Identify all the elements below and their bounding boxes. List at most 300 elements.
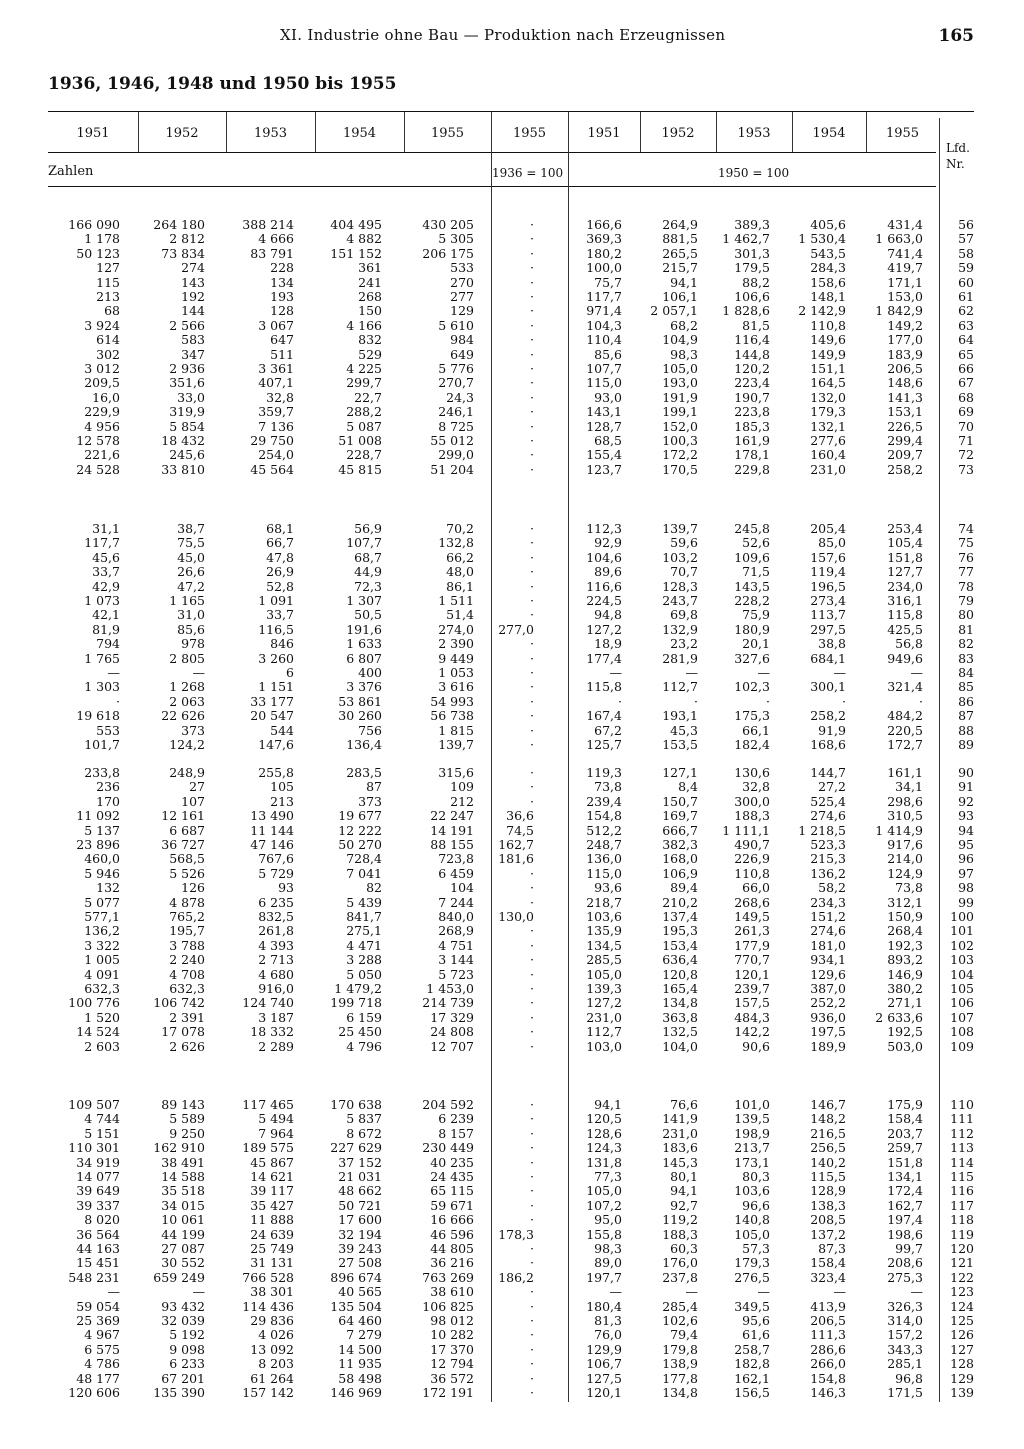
table-cell: 756 — [358, 722, 382, 738]
row-number: 112 — [950, 1125, 974, 1141]
row-number: 93 — [958, 808, 974, 824]
table-cell: 3 924 — [84, 317, 120, 333]
table-row — [0, 780, 1024, 794]
table-cell: · — [919, 693, 923, 709]
table-cell: 107 — [181, 793, 205, 809]
table-cell: 243,7 — [662, 593, 698, 608]
table-cell: 7 279 — [346, 1327, 382, 1343]
table-cell: 9 098 — [169, 1341, 205, 1357]
table-cell: 158,4 — [810, 1255, 846, 1271]
table-cell: 21 031 — [338, 1169, 382, 1184]
table-cell: 236 — [96, 779, 120, 795]
table-cell: 132 — [96, 880, 120, 896]
table-cell: 351,6 — [169, 375, 205, 391]
table-cell: 231,0 — [586, 1009, 622, 1025]
table-cell: 134,8 — [662, 995, 698, 1011]
table-row — [0, 536, 1024, 550]
table-cell: 191,6 — [346, 621, 382, 637]
table-cell: 2 626 — [169, 1038, 205, 1054]
table-cell: 5 946 — [84, 865, 120, 881]
table-cell: 115,8 — [586, 679, 622, 695]
table-cell: 134,8 — [662, 1385, 698, 1400]
table-cell: 75,9 — [742, 607, 770, 623]
table-row — [0, 838, 1024, 852]
table-cell: 544 — [270, 722, 294, 738]
table-cell: 127,5 — [586, 1370, 622, 1386]
table-cell: 42,9 — [92, 578, 120, 594]
table-cell: 12 578 — [76, 433, 120, 448]
table-cell: 160,4 — [810, 447, 846, 463]
table-cell: 261,3 — [734, 923, 770, 939]
table-cell: 212 — [450, 793, 474, 809]
table-cell: 228 — [270, 260, 294, 276]
table-cell: 1 268 — [169, 679, 205, 695]
table-cell: 215,7 — [662, 260, 698, 276]
table-cell: 208,6 — [887, 1255, 923, 1271]
table-cell: 195,3 — [662, 923, 698, 939]
table-cell: 44 199 — [161, 1226, 205, 1242]
table-cell: 5 494 — [258, 1111, 294, 1127]
table-cell: 369,3 — [586, 231, 622, 247]
table-cell: — — [192, 1284, 205, 1300]
table-cell: 373 — [358, 793, 382, 809]
row-number: 97 — [958, 865, 974, 881]
table-cell: 460,0 — [84, 851, 120, 867]
table-cell: 484,3 — [734, 1009, 770, 1025]
table-cell: 343,3 — [887, 1341, 923, 1357]
table-cell: 239,7 — [734, 981, 770, 996]
table-row — [0, 738, 1024, 752]
table-cell: 48 662 — [338, 1183, 382, 1199]
table-cell: 151 152 — [330, 245, 382, 261]
table-cell: 8 020 — [84, 1212, 120, 1228]
table-cell: 34 015 — [161, 1197, 205, 1213]
table-cell: · — [530, 1125, 534, 1141]
table-cell: 168,6 — [810, 737, 846, 752]
table-cell: 18 332 — [250, 1024, 294, 1040]
table-cell: — — [107, 665, 120, 680]
table-cell: 647 — [270, 332, 294, 348]
table-cell: 99,7 — [895, 1241, 923, 1256]
table-cell: 4 091 — [84, 966, 120, 982]
table-cell: 301,3 — [734, 245, 770, 261]
table-cell: 917,6 — [887, 837, 923, 852]
table-cell: 150,9 — [887, 909, 923, 924]
table-cell: 104,6 — [586, 549, 622, 565]
col-header-1954: 1954 — [342, 126, 377, 141]
table-cell: 5 087 — [346, 418, 382, 434]
table-row — [0, 1228, 1024, 1242]
table-cell: 171,5 — [887, 1385, 923, 1400]
table-cell: 124,3 — [586, 1140, 622, 1156]
table-cell: 85,6 — [177, 621, 205, 637]
table-cell: · — [530, 1241, 534, 1256]
row-number: 94 — [958, 822, 974, 838]
table-cell: 840,0 — [438, 909, 474, 924]
table-cell: 116,5 — [258, 621, 294, 637]
table-cell: 5 137 — [84, 822, 120, 838]
table-cell: 223,8 — [734, 404, 770, 420]
table-cell: 226,9 — [734, 851, 770, 867]
table-cell: 154,8 — [810, 1370, 846, 1386]
table-cell: 277,6 — [810, 433, 846, 448]
table-row — [0, 463, 1024, 477]
table-cell: 7 964 — [258, 1125, 294, 1141]
table-cell: 168,0 — [662, 851, 698, 867]
table-cell: — — [910, 1284, 923, 1300]
table-cell: 135 390 — [153, 1385, 205, 1400]
table-cell: 4 786 — [84, 1356, 120, 1372]
table-row — [0, 247, 1024, 261]
table-cell: 96,6 — [742, 1197, 770, 1213]
table-cell: 127,2 — [586, 621, 622, 637]
table-row — [0, 852, 1024, 866]
table-cell: 684,1 — [810, 650, 846, 666]
table-cell: 543,5 — [810, 245, 846, 261]
table-cell: 96,8 — [895, 1370, 923, 1386]
table-cell: 120,1 — [586, 1385, 622, 1400]
table-cell: 6 239 — [438, 1111, 474, 1127]
table-cell: · — [530, 578, 534, 594]
page-subtitle: 1936, 1946, 1948 und 1950 bis 1955 — [48, 74, 397, 94]
table-cell: 226,5 — [887, 418, 923, 434]
table-cell: · — [694, 693, 698, 709]
table-row — [0, 551, 1024, 565]
table-cell: 179,5 — [734, 260, 770, 276]
table-cell: 89,4 — [670, 880, 698, 896]
table-cell: 61,6 — [742, 1327, 770, 1343]
table-cell: 11 092 — [76, 808, 120, 824]
table-cell: 363,8 — [662, 1009, 698, 1025]
table-cell: 70,7 — [670, 564, 698, 580]
table-cell: 105,0 — [734, 1226, 770, 1242]
table-cell: 614 — [96, 332, 120, 348]
table-cell: 77,3 — [594, 1169, 622, 1184]
table-cell: 9 449 — [438, 650, 474, 666]
table-cell: 6 159 — [346, 1009, 382, 1025]
table-cell: 25 450 — [338, 1024, 382, 1040]
table-cell: 197,4 — [887, 1212, 923, 1228]
table-cell: 115,0 — [586, 865, 622, 881]
table-row — [0, 376, 1024, 390]
table-cell: 36 216 — [430, 1255, 474, 1271]
table-cell: 23 896 — [76, 837, 120, 852]
table-cell: 583 — [181, 332, 205, 348]
table-cell: · — [530, 1038, 534, 1054]
table-cell: 27 508 — [338, 1255, 382, 1271]
table-cell: 148,1 — [810, 289, 846, 304]
table-row — [0, 1098, 1024, 1112]
table-cell: 5 723 — [438, 966, 474, 982]
table-cell: · — [530, 952, 534, 968]
table-cell: 193 — [270, 289, 294, 304]
row-number: 114 — [950, 1154, 974, 1170]
table-cell: 39 649 — [76, 1183, 120, 1199]
table-cell: 93,0 — [594, 389, 622, 405]
table-cell: · — [530, 260, 534, 276]
table-cell: 186,2 — [498, 1269, 534, 1285]
table-cell: 141,9 — [662, 1111, 698, 1127]
table-row — [0, 881, 1024, 895]
row-number: 88 — [958, 722, 974, 738]
table-cell: 234,0 — [887, 578, 923, 594]
table-cell: 103,0 — [586, 1038, 622, 1054]
table-cell: 228,7 — [346, 447, 382, 463]
col-header-1951-index: 1951 — [587, 126, 621, 141]
table-cell: 127,2 — [586, 995, 622, 1011]
table-cell: 195,7 — [169, 923, 205, 939]
table-cell: 112,3 — [586, 521, 622, 536]
table-cell: 425,5 — [887, 621, 923, 637]
table-cell: 101,0 — [734, 1097, 770, 1112]
table-cell: 12 794 — [430, 1356, 474, 1372]
table-cell: 15 451 — [76, 1255, 120, 1271]
row-number: 70 — [958, 418, 974, 434]
table-cell: 5 439 — [346, 894, 382, 910]
table-cell: 104,0 — [662, 1038, 698, 1054]
table-cell: 94,8 — [594, 607, 622, 623]
table-cell: 984 — [450, 332, 474, 348]
table-row — [0, 1170, 1024, 1184]
table-row — [0, 809, 1024, 823]
row-number: 87 — [958, 708, 974, 724]
table-cell: 153,0 — [887, 289, 923, 304]
table-cell: 18,9 — [594, 636, 622, 652]
table-cell: 93 — [278, 880, 294, 896]
table-cell: · — [530, 1313, 534, 1328]
table-row — [0, 867, 1024, 881]
table-cell: 81,9 — [92, 621, 120, 637]
table-cell: 135,9 — [586, 923, 622, 939]
table-cell: 261,8 — [258, 923, 294, 939]
table-cell: 266,0 — [810, 1356, 846, 1372]
table-row — [0, 1271, 1024, 1285]
table-cell: 129 — [450, 303, 474, 319]
table-cell: 38,7 — [177, 521, 205, 536]
table-cell: 73 834 — [161, 245, 205, 261]
table-cell: · — [530, 346, 534, 362]
table-cell: 268,9 — [438, 923, 474, 939]
table-cell: 151,1 — [810, 361, 846, 376]
table-cell: 35 427 — [250, 1197, 294, 1213]
table-cell: 140,8 — [734, 1212, 770, 1228]
table-cell: 229,9 — [84, 404, 120, 420]
table-cell: 6 235 — [258, 894, 294, 910]
table-cell: · — [766, 693, 770, 709]
table-cell: 6 687 — [169, 822, 205, 838]
table-cell: 109 507 — [68, 1097, 120, 1112]
table-cell: 83 791 — [250, 245, 294, 261]
row-number: 120 — [950, 1241, 974, 1256]
table-cell: 74,5 — [506, 822, 534, 838]
table-cell: · — [530, 564, 534, 580]
table-cell: 173,1 — [734, 1154, 770, 1170]
table-cell: 71,5 — [742, 564, 770, 580]
table-cell: 2 391 — [169, 1009, 205, 1025]
table-cell: 31 131 — [250, 1255, 294, 1271]
table-row — [0, 1343, 1024, 1357]
row-number: 125 — [950, 1313, 974, 1328]
table-cell: 2 063 — [169, 693, 205, 709]
table-cell: 110,8 — [810, 317, 846, 333]
table-cell: 206,5 — [887, 361, 923, 376]
table-cell: 132,8 — [438, 535, 474, 551]
table-row — [0, 924, 1024, 938]
table-cell: 203,7 — [887, 1125, 923, 1141]
table-cell: 6 — [286, 665, 294, 680]
table-cell: 132,9 — [662, 621, 698, 637]
table-cell: 20 547 — [250, 708, 294, 724]
table-cell: 91,9 — [818, 722, 846, 738]
table-cell: 56,9 — [354, 521, 382, 536]
row-number: 64 — [958, 332, 974, 348]
table-cell: 61 264 — [250, 1370, 294, 1386]
table-cell: 143,5 — [734, 578, 770, 594]
table-cell: 68,2 — [670, 317, 698, 333]
table-cell: 165,4 — [662, 981, 698, 996]
table-cell: 3 260 — [258, 650, 294, 666]
table-cell: 4 026 — [258, 1327, 294, 1343]
table-cell: 110 301 — [68, 1140, 120, 1156]
table-cell: 24 528 — [76, 461, 120, 477]
col-header-1954-index: 1954 — [812, 126, 846, 141]
table-cell: 361 — [358, 260, 382, 276]
table-cell: 274,6 — [810, 923, 846, 939]
table-cell: 312,1 — [887, 894, 923, 910]
table-cell: · — [530, 1154, 534, 1170]
table-cell: 47,8 — [266, 549, 294, 565]
row-number: 56 — [958, 217, 974, 232]
table-cell: · — [530, 231, 534, 247]
table-cell: 40 565 — [338, 1284, 382, 1300]
row-number: 117 — [950, 1197, 974, 1213]
table-cell: 50 123 — [76, 245, 120, 261]
table-cell: 60,3 — [670, 1241, 698, 1256]
table-cell: 124 740 — [242, 995, 294, 1011]
table-cell: 139,5 — [734, 1111, 770, 1127]
table-cell: 139,3 — [586, 981, 622, 996]
table-cell: 170,5 — [662, 461, 698, 477]
table-cell: 221,6 — [84, 447, 120, 463]
table-cell: 14 588 — [161, 1169, 205, 1184]
table-cell: 150 — [358, 303, 382, 319]
row-number: 76 — [958, 549, 974, 565]
table-cell: · — [530, 375, 534, 391]
table-cell: 95,6 — [742, 1313, 770, 1328]
table-cell: 33,7 — [266, 607, 294, 623]
table-cell: 40 235 — [430, 1154, 474, 1170]
table-cell: 234,3 — [810, 894, 846, 910]
table-cell: · — [530, 1140, 534, 1156]
table-cell: 25 749 — [250, 1241, 294, 1256]
table-cell: 157,5 — [734, 995, 770, 1011]
table-cell: 1 111,1 — [722, 822, 770, 838]
table-cell: 68,5 — [594, 433, 622, 448]
table-cell: — — [757, 665, 770, 680]
table-cell: 1 091 — [258, 593, 294, 608]
table-cell: 128,3 — [662, 578, 698, 594]
table-cell: 116,4 — [734, 332, 770, 348]
table-cell: 846 — [270, 636, 294, 652]
table-cell: 94,1 — [670, 1183, 698, 1199]
table-cell: 107,7 — [586, 361, 622, 376]
table-cell: 8 672 — [346, 1125, 382, 1141]
table-cell: 137,4 — [662, 909, 698, 924]
table-cell: 105,0 — [586, 1183, 622, 1199]
table-cell: 192 — [181, 289, 205, 304]
table-cell: 149,5 — [734, 909, 770, 924]
table-cell: 100,0 — [586, 260, 622, 276]
table-cell: 32 194 — [338, 1226, 382, 1242]
table-cell: 80,3 — [742, 1169, 770, 1184]
table-cell: 253,4 — [887, 521, 923, 536]
table-cell: 92,9 — [594, 535, 622, 551]
table-cell: 46 596 — [430, 1226, 474, 1242]
table-cell: 86,1 — [446, 578, 474, 594]
table-cell: 95,0 — [594, 1212, 622, 1228]
table-cell: 47 146 — [250, 837, 294, 852]
table-cell: 65 115 — [430, 1183, 474, 1199]
table-cell: 1 633 — [346, 636, 382, 652]
table-cell: 67 201 — [161, 1370, 205, 1386]
table-cell: 4 967 — [84, 1327, 120, 1343]
table-cell: 190,7 — [734, 389, 770, 405]
table-row — [0, 290, 1024, 304]
table-cell: 1 303 — [84, 679, 120, 695]
table-cell: 214 739 — [422, 995, 474, 1011]
table-cell: 106,9 — [662, 865, 698, 881]
table-cell: 255,8 — [258, 765, 294, 780]
table-cell: 413,9 — [810, 1298, 846, 1314]
table-cell: 119,3 — [586, 765, 622, 780]
table-cell: 105,4 — [887, 535, 923, 551]
table-cell: 1 165 — [169, 593, 205, 608]
table-cell: 10 282 — [430, 1327, 474, 1343]
table-cell: 17 370 — [430, 1341, 474, 1357]
table-cell: 636,4 — [662, 952, 698, 968]
table-cell: 36 564 — [76, 1226, 120, 1242]
row-number: 61 — [958, 289, 974, 304]
table-cell: 85,6 — [594, 346, 622, 362]
table-row — [0, 724, 1024, 738]
table-cell: 283,5 — [346, 765, 382, 780]
table-cell: 246,1 — [438, 404, 474, 420]
table-cell: 106,1 — [662, 289, 698, 304]
table-cell: 155,8 — [586, 1226, 622, 1242]
table-cell: 182,4 — [734, 737, 770, 752]
table-cell: 51 204 — [430, 461, 474, 477]
table-cell: 224,5 — [586, 593, 622, 608]
table-cell: 68 — [104, 303, 120, 319]
table-row — [0, 824, 1024, 838]
table-row — [0, 1141, 1024, 1155]
table-row — [0, 695, 1024, 709]
table-row — [0, 680, 1024, 694]
table-cell: 215,3 — [810, 851, 846, 867]
table-cell: 138,9 — [662, 1356, 698, 1372]
table-cell: 115,5 — [810, 1169, 846, 1184]
table-cell: 1 053 — [438, 665, 474, 680]
table-cell: 191,9 — [662, 389, 698, 405]
table-cell: 134,1 — [887, 1169, 923, 1184]
table-cell: 26,9 — [266, 564, 294, 580]
table-cell: 5 854 — [169, 418, 205, 434]
table-cell: 172 191 — [422, 1385, 474, 1400]
table-cell: 70,2 — [446, 521, 474, 536]
table-cell: 1 414,9 — [875, 822, 923, 838]
table-cell: 166 090 — [68, 217, 120, 232]
row-number: 91 — [958, 779, 974, 795]
